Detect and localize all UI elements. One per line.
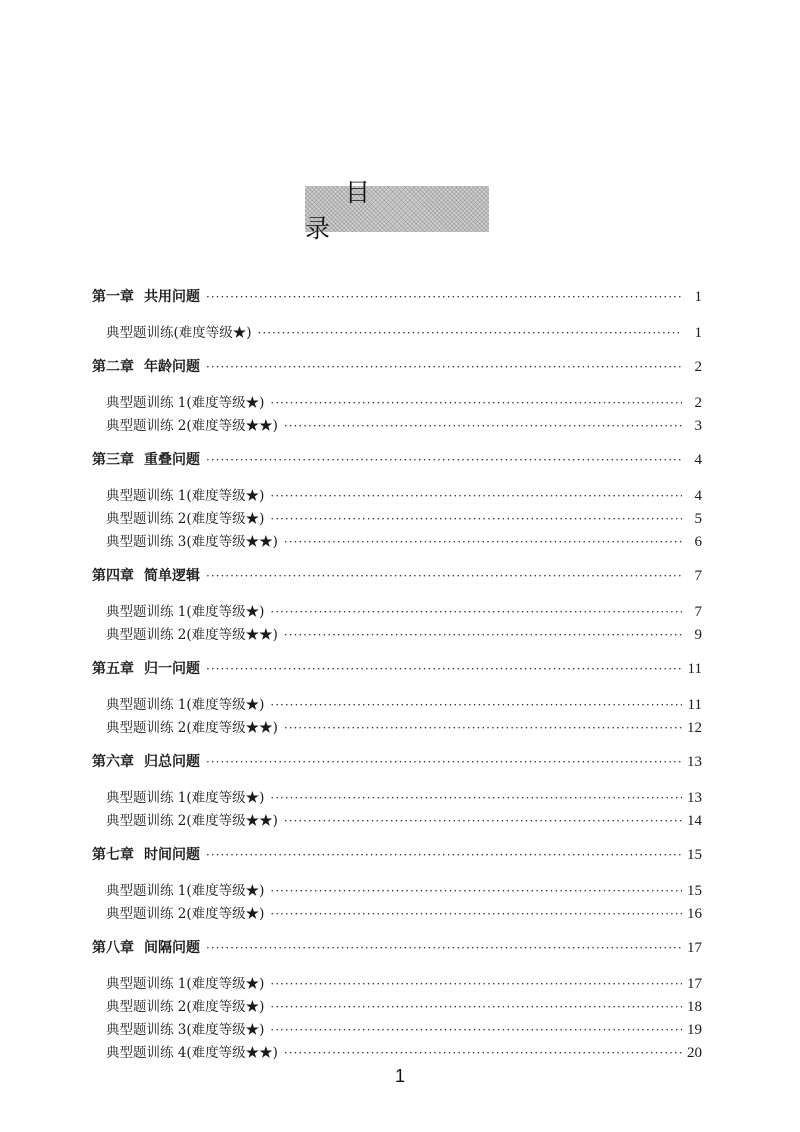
toc-exercise-row[interactable] (92, 623, 702, 646)
dot-leader (284, 419, 682, 433)
toc-chapter-row[interactable] (92, 286, 702, 309)
exercise-title: 典型题训练 1(难度等级★) (106, 604, 265, 620)
chapter-label: 第三章 (92, 452, 134, 468)
dot-leader (284, 535, 682, 549)
exercise-title: 典型题训练 2(难度等级★★) (106, 627, 278, 643)
chapter-label: 第六章 (92, 754, 134, 770)
chapter-title: 年龄问题 (144, 359, 200, 375)
toc-exercise-row[interactable] (92, 600, 702, 623)
exercise-page-number: 5 (694, 511, 702, 527)
page-number: 1 (394, 1066, 405, 1086)
exercise-page-number: 20 (687, 1045, 702, 1061)
toc-exercise-row[interactable] (92, 507, 702, 530)
chapter-label: 第四章 (92, 568, 134, 584)
exercise-title: 典型题训练 4(难度等级★★) (106, 1045, 278, 1061)
exercise-page-number: 13 (687, 790, 702, 806)
chapter-label: 第七章 (92, 847, 134, 863)
chapter-page-number: 4 (694, 452, 702, 468)
toc-exercise-row[interactable] (92, 995, 702, 1018)
exercise-title: 典型题训练 3(难度等级★) (106, 1022, 265, 1038)
dot-leader (284, 628, 682, 642)
exercise-page-number: 14 (687, 813, 702, 829)
exercise-title: 典型题训练 1(难度等级★) (106, 395, 265, 411)
exercise-page-number: 4 (694, 488, 702, 504)
exercise-page-number: 18 (687, 999, 702, 1015)
toc-exercise-row[interactable] (92, 879, 702, 902)
exercise-page-number: 16 (687, 906, 702, 922)
dot-leader (270, 791, 682, 805)
exercise-title: 典型题训练 1(难度等级★) (106, 697, 265, 713)
exercise-title: 典型题训练 2(难度等级★) (106, 906, 265, 922)
toc-chapter-row[interactable] (92, 937, 702, 960)
dot-leader (206, 941, 682, 955)
toc-exercise-row[interactable] (92, 902, 702, 925)
toc-exercise-row[interactable] (92, 484, 702, 507)
exercise-title: 典型题训练 2(难度等级★★) (106, 720, 278, 736)
toc-chapter-row[interactable] (92, 356, 702, 379)
exercise-title: 典型题训练 1(难度等级★) (106, 790, 265, 806)
exercise-title: 典型题训练 2(难度等级★) (106, 999, 265, 1015)
exercise-title: 典型题训练(难度等级★) (106, 325, 252, 341)
dot-leader (206, 360, 682, 374)
toc-exercise-row[interactable] (92, 530, 702, 553)
dot-leader (284, 1046, 682, 1060)
dot-leader (206, 848, 682, 862)
chapter-title: 简单逻辑 (144, 568, 200, 584)
exercise-title: 典型题训练 2(难度等级★★) (106, 813, 278, 829)
chapter-label: 第五章 (92, 661, 134, 677)
dot-leader (270, 698, 682, 712)
toc-exercise-row[interactable] (92, 809, 702, 832)
chapter-title: 间隔问题 (144, 940, 200, 956)
toc-exercise-row[interactable] (92, 972, 702, 995)
dot-leader (270, 489, 682, 503)
chapter-page-number: 13 (687, 754, 702, 770)
dot-leader (270, 884, 682, 898)
exercise-page-number: 19 (687, 1022, 702, 1038)
dot-leader (270, 1000, 682, 1014)
exercise-page-number: 15 (687, 883, 702, 899)
exercise-page-number: 17 (687, 976, 702, 992)
toc-chapter-row[interactable] (92, 658, 702, 681)
exercise-title: 典型题训练 2(难度等级★★) (106, 418, 278, 434)
toc-chapter-row[interactable] (92, 751, 702, 774)
dot-leader (270, 396, 682, 410)
chapter-page-number: 17 (687, 940, 702, 956)
exercise-title: 典型题训练 1(难度等级★) (106, 976, 265, 992)
toc-exercise-row[interactable] (92, 693, 702, 716)
exercise-page-number: 1 (694, 325, 702, 341)
toc-exercise-row[interactable] (92, 1018, 702, 1041)
exercise-title: 典型题训练 1(难度等级★) (106, 488, 265, 504)
toc-chapter-row[interactable] (92, 844, 702, 867)
chapter-page-number: 15 (687, 847, 702, 863)
exercise-title: 典型题训练 2(难度等级★) (106, 511, 265, 527)
chapter-label: 第八章 (92, 940, 134, 956)
toc-exercise-row[interactable] (92, 391, 702, 414)
chapter-title: 共用问题 (144, 289, 200, 305)
exercise-page-number: 11 (687, 697, 702, 713)
chapter-title: 归一问题 (144, 661, 200, 677)
toc-exercise-row[interactable] (92, 786, 702, 809)
toc-exercise-row[interactable] (92, 414, 702, 437)
dot-leader (284, 721, 682, 735)
dot-leader (270, 605, 682, 619)
dot-leader (258, 326, 682, 340)
exercise-page-number: 9 (694, 627, 702, 643)
dot-leader (206, 662, 682, 676)
toc-chapter-row[interactable] (92, 565, 702, 588)
table-of-contents (92, 286, 702, 1064)
exercise-page-number: 12 (687, 720, 702, 736)
toc-exercise-row[interactable] (92, 1041, 702, 1064)
dot-leader (270, 977, 682, 991)
dot-leader (284, 814, 682, 828)
chapter-page-number: 2 (694, 359, 702, 375)
exercise-page-number: 2 (694, 395, 702, 411)
dot-leader (270, 512, 682, 526)
chapter-title: 归总问题 (144, 754, 200, 770)
exercise-page-number: 6 (694, 534, 702, 550)
chapter-title: 重叠问题 (144, 452, 200, 468)
chapter-label: 第一章 (92, 289, 134, 305)
dot-leader (206, 290, 682, 304)
dot-leader (270, 1023, 682, 1037)
toc-title: 目 录 (305, 186, 489, 232)
chapter-page-number: 11 (687, 661, 702, 677)
exercise-title: 典型题训练 3(难度等级★★) (106, 534, 278, 550)
chapter-page-number: 1 (694, 289, 702, 305)
toc-chapter-row[interactable] (92, 449, 702, 472)
toc-exercise-row[interactable] (92, 321, 702, 344)
chapter-title: 时间问题 (144, 847, 200, 863)
dot-leader (206, 569, 682, 583)
exercise-title: 典型题训练 1(难度等级★) (106, 883, 265, 899)
exercise-page-number: 7 (694, 604, 702, 620)
dot-leader (206, 453, 682, 467)
toc-exercise-row[interactable] (92, 716, 702, 739)
chapter-label: 第二章 (92, 359, 134, 375)
dot-leader (270, 907, 682, 921)
exercise-page-number: 3 (694, 418, 702, 434)
chapter-page-number: 7 (694, 568, 702, 584)
dot-leader (206, 755, 682, 769)
